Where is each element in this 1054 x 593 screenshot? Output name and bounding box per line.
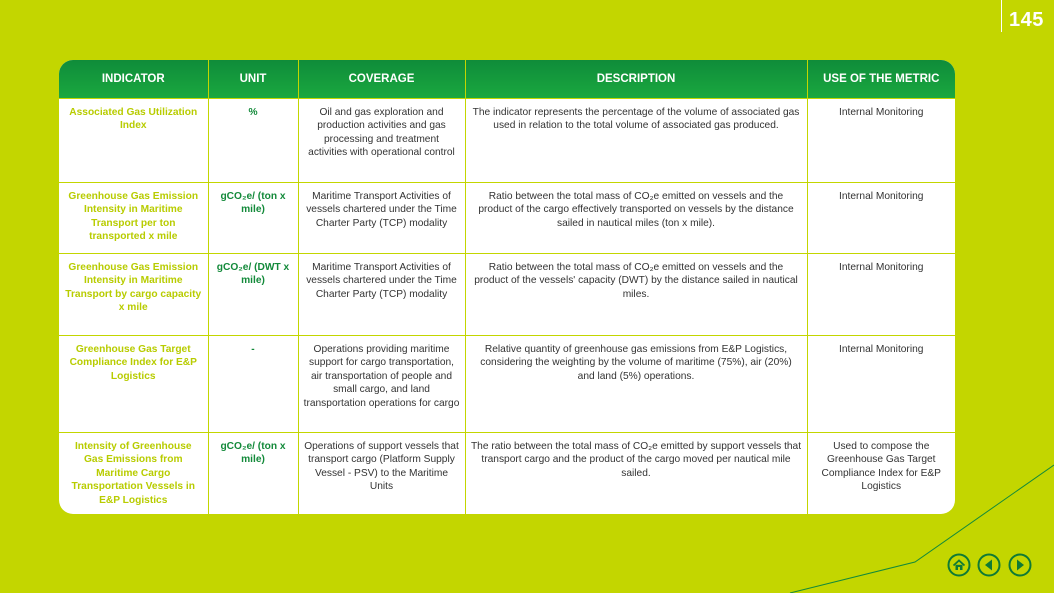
unit-cell: gCO₂e/ (ton x mile): [208, 433, 298, 515]
table-row: [59, 183, 955, 254]
unit-cell: %: [208, 99, 298, 183]
coverage-cell: Operations providing maritime support for cargo transportation, air transportation of people and small cargo, and land transportation operations for cargo: [298, 336, 465, 433]
page-number-divider: [1001, 0, 1002, 32]
description-cell: The ratio between the total mass of CO₂e emitted by support vessels that transport cargo and the product of the cargo moved per nautical mile sailed.: [465, 433, 807, 515]
arrow-left-icon: [977, 553, 1001, 577]
header-unit: UNIT: [208, 60, 298, 99]
coverage-cell: Operations of support vessels that transport cargo (Platform Supply Vessel - PSV) to the Maritime Units: [298, 433, 465, 515]
indicator-cell: Greenhouse Gas Emission Intensity in Maritime Transport by cargo capacity x mile: [59, 254, 208, 336]
table-header-row: [59, 60, 955, 99]
use-cell: Internal Monitoring: [807, 99, 955, 183]
description-cell: Relative quantity of greenhouse gas emissions from E&P Logistics, considering the weighting by the volume of maritime (75%), air (20%) and land (5%) operations.: [465, 336, 807, 433]
metrics-table: [59, 60, 955, 514]
header-coverage: COVERAGE: [298, 60, 465, 99]
table-row: [59, 254, 955, 336]
coverage-cell: Oil and gas exploration and production activities and gas processing and treatment activities with operational control: [298, 99, 465, 183]
table-row: [59, 336, 955, 433]
header-description: DESCRIPTION: [465, 60, 807, 99]
indicator-cell: Intensity of Greenhouse Gas Emissions from Maritime Cargo Transportation Vessels in E&P Logistics: [59, 433, 208, 515]
next-page-button[interactable]: [1008, 553, 1032, 577]
indicator-cell: Greenhouse Gas Target Compliance Index for E&P Logistics: [59, 336, 208, 433]
header-indicator: INDICATOR: [59, 60, 208, 99]
table-row: [59, 433, 955, 515]
table-row: [59, 99, 955, 183]
coverage-cell: Maritime Transport Activities of vessels chartered under the Time Charter Party (TCP) modality: [298, 254, 465, 336]
unit-cell: gCO₂e/ (DWT x mile): [208, 254, 298, 336]
arrow-right-icon: [1008, 553, 1032, 577]
header-use-of-metric: USE OF THE METRIC: [807, 60, 955, 99]
home-icon: [947, 553, 971, 577]
use-cell: Internal Monitoring: [807, 254, 955, 336]
use-cell: Used to compose the Greenhouse Gas Target Compliance Index for E&P Logistics: [807, 433, 955, 515]
description-cell: Ratio between the total mass of CO₂e emitted on vessels and the product of the vessels' capacity (DWT) by the distance sailed in nautical miles.: [465, 254, 807, 336]
unit-cell: -: [208, 336, 298, 433]
indicator-cell: Associated Gas Utilization Index: [59, 99, 208, 183]
home-button[interactable]: [947, 553, 971, 577]
unit-cell: gCO₂e/ (ton x mile): [208, 183, 298, 254]
use-cell: Internal Monitoring: [807, 183, 955, 254]
description-cell: Ratio between the total mass of CO₂e emitted on vessels and the product of the cargo effectively transported on vessels by the distance sailed in nautical miles (ton x mile).: [465, 183, 807, 254]
description-cell: The indicator represents the percentage of the volume of associated gas used in relation to the total volume of associated gas produced.: [465, 99, 807, 183]
previous-page-button[interactable]: [977, 553, 1001, 577]
indicator-cell: Greenhouse Gas Emission Intensity in Maritime Transport per ton transported x mile: [59, 183, 208, 254]
coverage-cell: Maritime Transport Activities of vessels chartered under the Time Charter Party (TCP) modality: [298, 183, 465, 254]
use-cell: Internal Monitoring: [807, 336, 955, 433]
page-number: 145: [1009, 9, 1044, 31]
